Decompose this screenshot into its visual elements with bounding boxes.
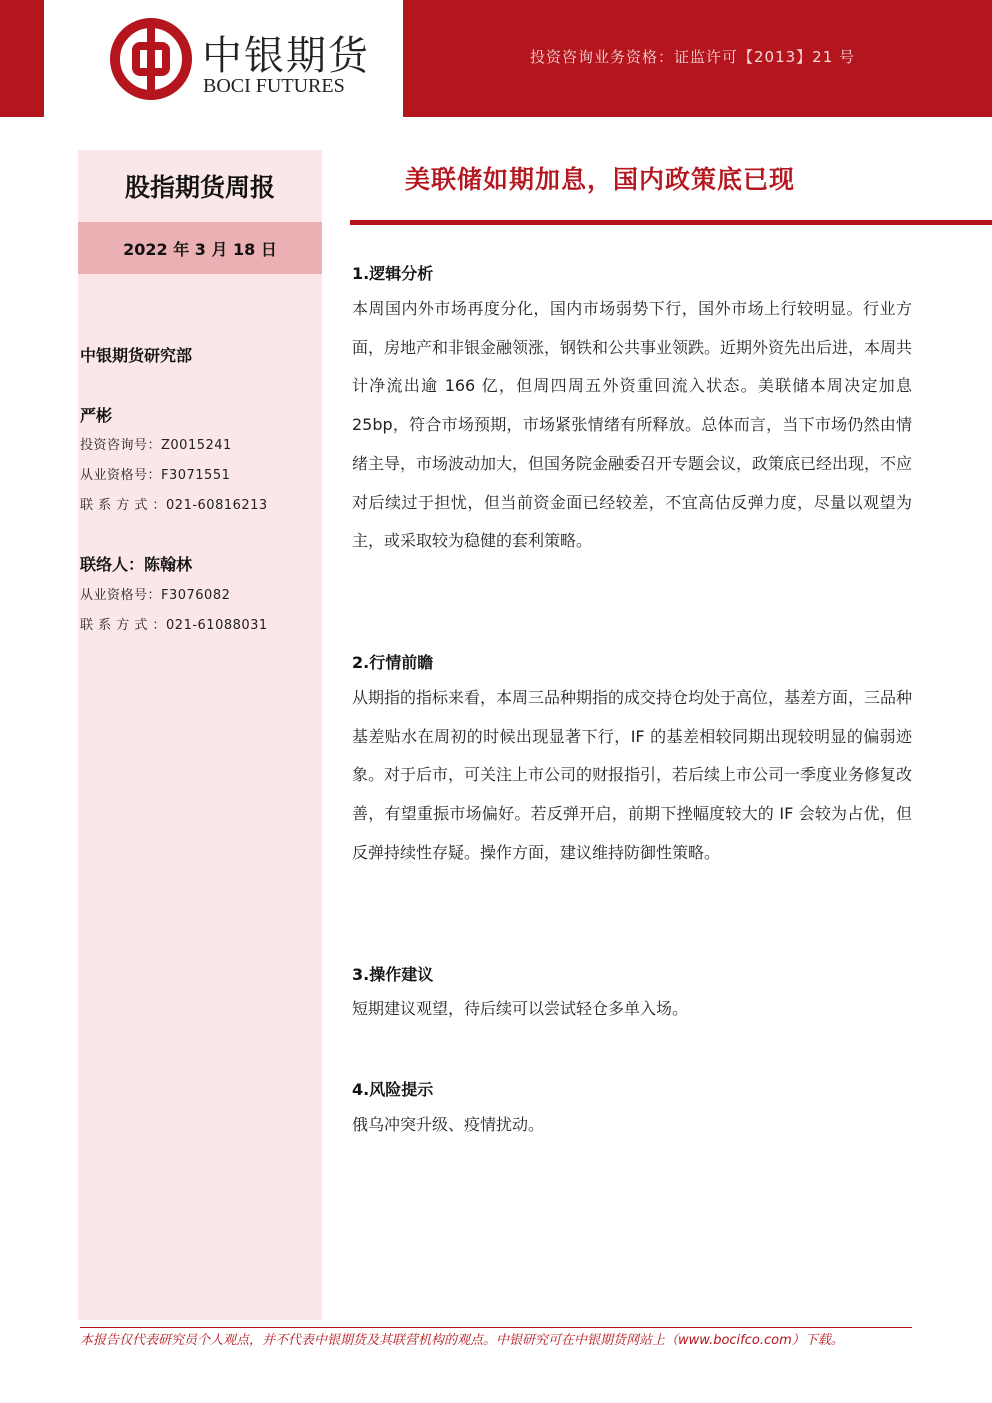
analyst-qualification-no: 从业资格号：F3071551 — [80, 468, 231, 483]
department: 中银期货研究部 — [80, 346, 193, 365]
section-body: 俄乌冲突升级、疫情扰动。 — [352, 1115, 545, 1134]
contact-phone: 联 系 方 式 ：021-61088031 — [80, 618, 268, 633]
contact-qualification-no: 从业资格号：F3076082 — [80, 588, 231, 603]
section-heading: 2.行情前瞻 — [352, 653, 434, 672]
analyst-name: 严彬 — [80, 406, 113, 425]
analyst-phone: 联 系 方 式 ：021-60816213 — [80, 498, 268, 513]
report-title: 美联储如期加息，国内政策底已现 — [405, 165, 796, 194]
footer-disclaimer: 本报告仅代表研究员个人观点，并不代表中银期货及其联营机构的观点。中银研究可在中银期货网站上（www.bocifco.com）下载。 — [80, 1333, 844, 1348]
report-type-title: 股指期货周报 — [124, 173, 275, 202]
report-date: 2022 年 3 月 18 日 — [78, 222, 322, 274]
title-divider — [350, 220, 992, 225]
section-body: 从期指的指标来看，本周三品种期指的成交持仓均处于高位，基差方面，三品种基差贴水在周初的时候出现显著下行，IF 的基差相较同期出现较明显的偏弱迹象。对于后市，可关注上市公司的财报指引，若后续上市公司一季度业务修复改善，有望重振市场偏好。若反弹开启，前期下挫幅度较大的 IF 会较为占优，但反弹持续性存疑。操作方面，建议维持防御性策略。 — [352, 688, 913, 862]
license-text: 投资咨询业务资格：证监许可【2013】21 号 — [530, 48, 856, 66]
boc-logo-icon — [110, 18, 192, 100]
section-heading: 1.逻辑分析 — [352, 264, 434, 283]
section-heading: 3.操作建议 — [352, 965, 434, 984]
footer-divider — [80, 1327, 912, 1328]
brand-name-en: BOCI FUTURES — [203, 75, 345, 97]
analyst-advisory-no: 投资咨询号：Z0015241 — [80, 438, 232, 453]
section-body: 本周国内外市场再度分化，国内市场弱势下行，国外市场上行较明显。行业方面，房地产和非银金融领涨，钢铁和公共事业领跌。近期外资先出后进，本周共计净流出逾 166 亿，但周四周五外资重回流入状态。美联储本周决定加息 25bp，符合市场预期，市场紧张情绪有所释放。总体而言，当下市场仍然由情绪主导，市场波动加大，但国务院金融委召开专题会议，政策底已经出现，不应对后续过于担忧，但当前资金面已经较差，不宜高估反弹力度，尽量以观望为主，或采取较为稳健的套利策略。 — [352, 299, 913, 551]
section-heading: 4.风险提示 — [352, 1080, 434, 1099]
sidebar-panel — [78, 150, 322, 1320]
section-body: 短期建议观望，待后续可以尝试轻仓多单入场。 — [352, 999, 689, 1018]
contact-name: 联络人：陈翰林 — [80, 555, 193, 574]
header-left-bar — [0, 0, 44, 117]
brand-name-cn: 中银期货 — [202, 33, 370, 79]
